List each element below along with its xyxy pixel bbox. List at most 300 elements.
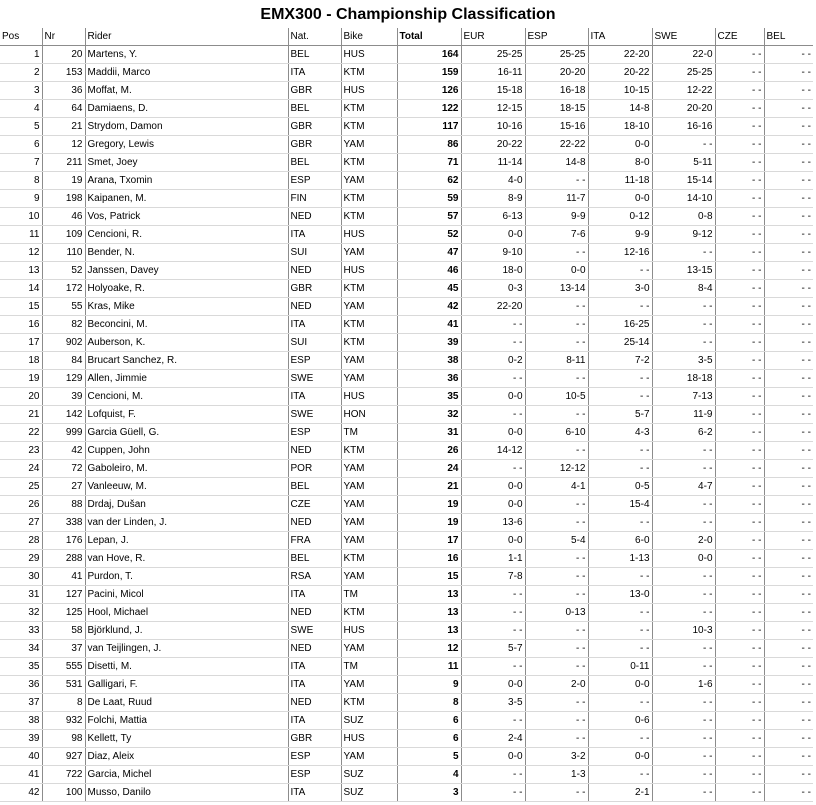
cell-pos: 35 [0, 658, 42, 676]
cell-swe: - - [652, 694, 715, 712]
cell-rider: Björklund, J. [85, 622, 288, 640]
cell-total: 59 [397, 190, 461, 208]
cell-nat: GBR [288, 280, 341, 298]
cell-ita: 0-0 [588, 676, 652, 694]
cell-swe: 22-0 [652, 46, 715, 64]
header-row [0, 28, 813, 46]
cell-swe: 25-25 [652, 64, 715, 82]
cell-bel: - - [764, 82, 813, 100]
cell-esp: - - [525, 514, 588, 532]
cell-ita: 1-13 [588, 550, 652, 568]
cell-eur: 5-7 [461, 640, 525, 658]
cell-ita: - - [588, 460, 652, 478]
cell-nat: NED [288, 604, 341, 622]
table-row [0, 100, 813, 118]
header-nat: Nat. [288, 28, 341, 46]
cell-bel: - - [764, 532, 813, 550]
cell-bel: - - [764, 748, 813, 766]
classification-table [0, 28, 813, 802]
cell-bel: - - [764, 604, 813, 622]
cell-nat: GBR [288, 82, 341, 100]
cell-cze: - - [715, 154, 764, 172]
cell-esp: 9-9 [525, 208, 588, 226]
cell-total: 122 [397, 100, 461, 118]
page-title: EMX300 - Championship Classification [260, 6, 556, 23]
cell-cze: - - [715, 478, 764, 496]
cell-bel: - - [764, 568, 813, 586]
cell-ita: - - [588, 622, 652, 640]
cell-pos: 9 [0, 190, 42, 208]
cell-rider: Bender, N. [85, 244, 288, 262]
cell-rider: Damiaens, D. [85, 100, 288, 118]
cell-total: 11 [397, 658, 461, 676]
table-row [0, 658, 813, 676]
cell-pos: 19 [0, 370, 42, 388]
cell-swe: - - [652, 568, 715, 586]
cell-nat: BEL [288, 478, 341, 496]
table-row [0, 514, 813, 532]
table-row [0, 694, 813, 712]
cell-pos: 4 [0, 100, 42, 118]
cell-eur: 20-22 [461, 136, 525, 154]
cell-swe: 9-12 [652, 226, 715, 244]
cell-pos: 8 [0, 172, 42, 190]
cell-nat: NED [288, 262, 341, 280]
table-row [0, 586, 813, 604]
cell-nat: ESP [288, 172, 341, 190]
cell-total: 35 [397, 388, 461, 406]
table-row [0, 424, 813, 442]
cell-ita: 0-0 [588, 136, 652, 154]
table-row [0, 280, 813, 298]
cell-nr: 55 [42, 298, 85, 316]
cell-swe: 13-15 [652, 262, 715, 280]
cell-esp: 20-20 [525, 64, 588, 82]
cell-swe: 0-0 [652, 550, 715, 568]
cell-eur: 0-3 [461, 280, 525, 298]
cell-swe: 20-20 [652, 100, 715, 118]
cell-esp: - - [525, 370, 588, 388]
cell-total: 62 [397, 172, 461, 190]
cell-total: 6 [397, 730, 461, 748]
cell-pos: 38 [0, 712, 42, 730]
cell-nr: 88 [42, 496, 85, 514]
cell-cze: - - [715, 766, 764, 784]
cell-bel: - - [764, 784, 813, 802]
cell-cze: - - [715, 226, 764, 244]
cell-bike: YAM [341, 748, 397, 766]
cell-rider: Galligari, F. [85, 676, 288, 694]
cell-pos: 22 [0, 424, 42, 442]
cell-bike: KTM [341, 118, 397, 136]
cell-eur: - - [461, 460, 525, 478]
cell-pos: 16 [0, 316, 42, 334]
cell-esp: - - [525, 550, 588, 568]
cell-cze: - - [715, 136, 764, 154]
cell-total: 15 [397, 568, 461, 586]
cell-cze: - - [715, 352, 764, 370]
cell-eur: - - [461, 370, 525, 388]
cell-total: 39 [397, 334, 461, 352]
cell-esp: - - [525, 730, 588, 748]
cell-nr: 84 [42, 352, 85, 370]
cell-total: 42 [397, 298, 461, 316]
cell-rider: Kellett, Ty [85, 730, 288, 748]
cell-cze: - - [715, 46, 764, 64]
cell-ita: 4-3 [588, 424, 652, 442]
cell-bike: SUZ [341, 766, 397, 784]
cell-esp: 14-8 [525, 154, 588, 172]
cell-nr: 20 [42, 46, 85, 64]
cell-bel: - - [764, 136, 813, 154]
cell-bike: KTM [341, 442, 397, 460]
cell-nr: 12 [42, 136, 85, 154]
cell-bike: HON [341, 406, 397, 424]
cell-swe: - - [652, 730, 715, 748]
cell-cze: - - [715, 64, 764, 82]
cell-nr: 127 [42, 586, 85, 604]
cell-total: 21 [397, 478, 461, 496]
cell-bike: YAM [341, 496, 397, 514]
cell-bel: - - [764, 406, 813, 424]
cell-total: 13 [397, 604, 461, 622]
cell-bel: - - [764, 478, 813, 496]
cell-nat: NED [288, 298, 341, 316]
cell-eur: 1-1 [461, 550, 525, 568]
cell-nat: GBR [288, 136, 341, 154]
cell-bel: - - [764, 730, 813, 748]
cell-nr: 555 [42, 658, 85, 676]
cell-swe: - - [652, 298, 715, 316]
cell-nr: 902 [42, 334, 85, 352]
cell-pos: 26 [0, 496, 42, 514]
cell-pos: 28 [0, 532, 42, 550]
cell-bel: - - [764, 352, 813, 370]
cell-swe: - - [652, 442, 715, 460]
cell-esp: - - [525, 784, 588, 802]
cell-nat: NED [288, 694, 341, 712]
cell-rider: van der Linden, J. [85, 514, 288, 532]
cell-swe: - - [652, 136, 715, 154]
cell-swe: - - [652, 586, 715, 604]
cell-pos: 10 [0, 208, 42, 226]
cell-bike: YAM [341, 136, 397, 154]
cell-ita: - - [588, 370, 652, 388]
cell-cze: - - [715, 442, 764, 460]
cell-ita: - - [588, 262, 652, 280]
cell-bel: - - [764, 316, 813, 334]
cell-cze: - - [715, 460, 764, 478]
cell-ita: - - [588, 766, 652, 784]
cell-rider: van Hove, R. [85, 550, 288, 568]
cell-eur: 0-0 [461, 226, 525, 244]
cell-eur: - - [461, 658, 525, 676]
cell-nat: ITA [288, 712, 341, 730]
cell-eur: - - [461, 622, 525, 640]
cell-bike: YAM [341, 514, 397, 532]
cell-swe: 2-0 [652, 532, 715, 550]
cell-pos: 12 [0, 244, 42, 262]
cell-pos: 1 [0, 46, 42, 64]
cell-pos: 13 [0, 262, 42, 280]
cell-pos: 33 [0, 622, 42, 640]
cell-swe: 16-16 [652, 118, 715, 136]
cell-rider: Cencioni, M. [85, 388, 288, 406]
cell-ita: 5-7 [588, 406, 652, 424]
cell-nat: ESP [288, 748, 341, 766]
table-row [0, 136, 813, 154]
cell-esp: 1-3 [525, 766, 588, 784]
cell-bel: - - [764, 586, 813, 604]
table-body [0, 46, 813, 802]
cell-swe: - - [652, 766, 715, 784]
cell-esp: - - [525, 640, 588, 658]
cell-rider: Lofquist, F. [85, 406, 288, 424]
cell-total: 9 [397, 676, 461, 694]
cell-bel: - - [764, 514, 813, 532]
header-bike: Bike [341, 28, 397, 46]
cell-rider: Janssen, Davey [85, 262, 288, 280]
cell-bel: - - [764, 262, 813, 280]
cell-swe: 14-10 [652, 190, 715, 208]
cell-nat: CZE [288, 496, 341, 514]
cell-nr: 153 [42, 64, 85, 82]
cell-ita: - - [588, 694, 652, 712]
cell-bel: - - [764, 190, 813, 208]
cell-cze: - - [715, 118, 764, 136]
cell-esp: - - [525, 316, 588, 334]
cell-nr: 58 [42, 622, 85, 640]
table-row [0, 118, 813, 136]
cell-total: 57 [397, 208, 461, 226]
cell-rider: van Teijlingen, J. [85, 640, 288, 658]
cell-rider: Strydom, Damon [85, 118, 288, 136]
cell-bel: - - [764, 208, 813, 226]
cell-ita: - - [588, 568, 652, 586]
cell-cze: - - [715, 784, 764, 802]
cell-nr: 39 [42, 388, 85, 406]
cell-cze: - - [715, 100, 764, 118]
table-row [0, 766, 813, 784]
cell-cze: - - [715, 676, 764, 694]
cell-total: 26 [397, 442, 461, 460]
cell-nat: SUI [288, 334, 341, 352]
cell-bike: SUZ [341, 784, 397, 802]
cell-swe: 3-5 [652, 352, 715, 370]
header-bel: BEL [764, 28, 813, 46]
cell-bike: YAM [341, 568, 397, 586]
cell-total: 159 [397, 64, 461, 82]
cell-swe: - - [652, 460, 715, 478]
cell-bel: - - [764, 640, 813, 658]
cell-nat: NED [288, 514, 341, 532]
cell-pos: 39 [0, 730, 42, 748]
cell-cze: - - [715, 586, 764, 604]
cell-pos: 11 [0, 226, 42, 244]
table-row [0, 406, 813, 424]
cell-total: 117 [397, 118, 461, 136]
cell-bike: TM [341, 424, 397, 442]
cell-nat: SUI [288, 244, 341, 262]
cell-cze: - - [715, 172, 764, 190]
cell-bike: KTM [341, 604, 397, 622]
cell-eur: 0-0 [461, 388, 525, 406]
cell-eur: - - [461, 334, 525, 352]
cell-nat: NED [288, 640, 341, 658]
table-row [0, 334, 813, 352]
table-row [0, 208, 813, 226]
cell-cze: - - [715, 748, 764, 766]
cell-rider: Drdaj, Dušan [85, 496, 288, 514]
cell-eur: - - [461, 586, 525, 604]
cell-nat: ITA [288, 676, 341, 694]
cell-pos: 17 [0, 334, 42, 352]
cell-nat: GBR [288, 730, 341, 748]
cell-pos: 6 [0, 136, 42, 154]
cell-pos: 40 [0, 748, 42, 766]
cell-rider: Lepan, J. [85, 532, 288, 550]
cell-bike: KTM [341, 694, 397, 712]
cell-cze: - - [715, 658, 764, 676]
cell-total: 19 [397, 496, 461, 514]
cell-nr: 82 [42, 316, 85, 334]
cell-ita: 16-25 [588, 316, 652, 334]
cell-eur: 14-12 [461, 442, 525, 460]
cell-rider: Disetti, M. [85, 658, 288, 676]
cell-rider: Allen, Jimmie [85, 370, 288, 388]
cell-nr: 198 [42, 190, 85, 208]
cell-cze: - - [715, 712, 764, 730]
cell-esp: - - [525, 244, 588, 262]
cell-pos: 21 [0, 406, 42, 424]
cell-swe: 15-14 [652, 172, 715, 190]
cell-esp: 8-11 [525, 352, 588, 370]
cell-nr: 172 [42, 280, 85, 298]
cell-swe: 5-11 [652, 154, 715, 172]
cell-nat: SWE [288, 370, 341, 388]
cell-cze: - - [715, 640, 764, 658]
cell-eur: 11-14 [461, 154, 525, 172]
cell-esp: - - [525, 694, 588, 712]
cell-bel: - - [764, 172, 813, 190]
cell-eur: 0-0 [461, 478, 525, 496]
cell-ita: 22-20 [588, 46, 652, 64]
cell-nat: ITA [288, 388, 341, 406]
cell-total: 16 [397, 550, 461, 568]
cell-rider: Garcia Güell, G. [85, 424, 288, 442]
cell-cze: - - [715, 280, 764, 298]
cell-bike: HUS [341, 46, 397, 64]
cell-total: 24 [397, 460, 461, 478]
cell-rider: Arana, Txomin [85, 172, 288, 190]
cell-ita: 11-18 [588, 172, 652, 190]
cell-esp: 12-12 [525, 460, 588, 478]
cell-bel: - - [764, 298, 813, 316]
cell-total: 45 [397, 280, 461, 298]
cell-nr: 100 [42, 784, 85, 802]
cell-rider: Cuppen, John [85, 442, 288, 460]
cell-nat: ITA [288, 658, 341, 676]
cell-ita: 0-12 [588, 208, 652, 226]
cell-pos: 34 [0, 640, 42, 658]
cell-esp: 13-14 [525, 280, 588, 298]
cell-total: 41 [397, 316, 461, 334]
cell-nat: GBR [288, 118, 341, 136]
cell-cze: - - [715, 496, 764, 514]
cell-esp: 10-5 [525, 388, 588, 406]
cell-cze: - - [715, 262, 764, 280]
cell-pos: 15 [0, 298, 42, 316]
cell-eur: 13-6 [461, 514, 525, 532]
cell-pos: 18 [0, 352, 42, 370]
cell-eur: - - [461, 766, 525, 784]
cell-total: 3 [397, 784, 461, 802]
cell-esp: 0-0 [525, 262, 588, 280]
cell-pos: 36 [0, 676, 42, 694]
cell-ita: 0-6 [588, 712, 652, 730]
cell-esp: - - [525, 712, 588, 730]
table-row [0, 496, 813, 514]
cell-bel: - - [764, 712, 813, 730]
cell-nat: ESP [288, 424, 341, 442]
cell-esp: 0-13 [525, 604, 588, 622]
cell-total: 86 [397, 136, 461, 154]
cell-rider: Vanleeuw, M. [85, 478, 288, 496]
cell-bike: YAM [341, 640, 397, 658]
cell-nat: ITA [288, 316, 341, 334]
cell-esp: - - [525, 622, 588, 640]
cell-ita: 14-8 [588, 100, 652, 118]
header-nr: Nr [42, 28, 85, 46]
cell-eur: 10-16 [461, 118, 525, 136]
cell-eur: - - [461, 406, 525, 424]
cell-total: 36 [397, 370, 461, 388]
cell-total: 38 [397, 352, 461, 370]
cell-pos: 32 [0, 604, 42, 622]
cell-rider: Garcia, Michel [85, 766, 288, 784]
cell-nat: POR [288, 460, 341, 478]
cell-bike: YAM [341, 172, 397, 190]
cell-cze: - - [715, 532, 764, 550]
cell-nat: BEL [288, 154, 341, 172]
cell-eur: - - [461, 316, 525, 334]
cell-esp: 2-0 [525, 676, 588, 694]
cell-bel: - - [764, 280, 813, 298]
cell-swe: 7-13 [652, 388, 715, 406]
cell-swe: - - [652, 316, 715, 334]
cell-pos: 27 [0, 514, 42, 532]
table-row [0, 604, 813, 622]
cell-pos: 30 [0, 568, 42, 586]
table-row [0, 460, 813, 478]
cell-bel: - - [764, 460, 813, 478]
cell-ita: 6-0 [588, 532, 652, 550]
cell-nr: 98 [42, 730, 85, 748]
cell-cze: - - [715, 730, 764, 748]
cell-esp: - - [525, 586, 588, 604]
table-row [0, 532, 813, 550]
header-eur: EUR [461, 28, 525, 46]
cell-ita: 9-9 [588, 226, 652, 244]
cell-ita: - - [588, 730, 652, 748]
cell-pos: 25 [0, 478, 42, 496]
table-row [0, 298, 813, 316]
cell-esp: 25-25 [525, 46, 588, 64]
cell-nr: 36 [42, 82, 85, 100]
cell-ita: 0-0 [588, 190, 652, 208]
cell-ita: - - [588, 298, 652, 316]
cell-nr: 722 [42, 766, 85, 784]
